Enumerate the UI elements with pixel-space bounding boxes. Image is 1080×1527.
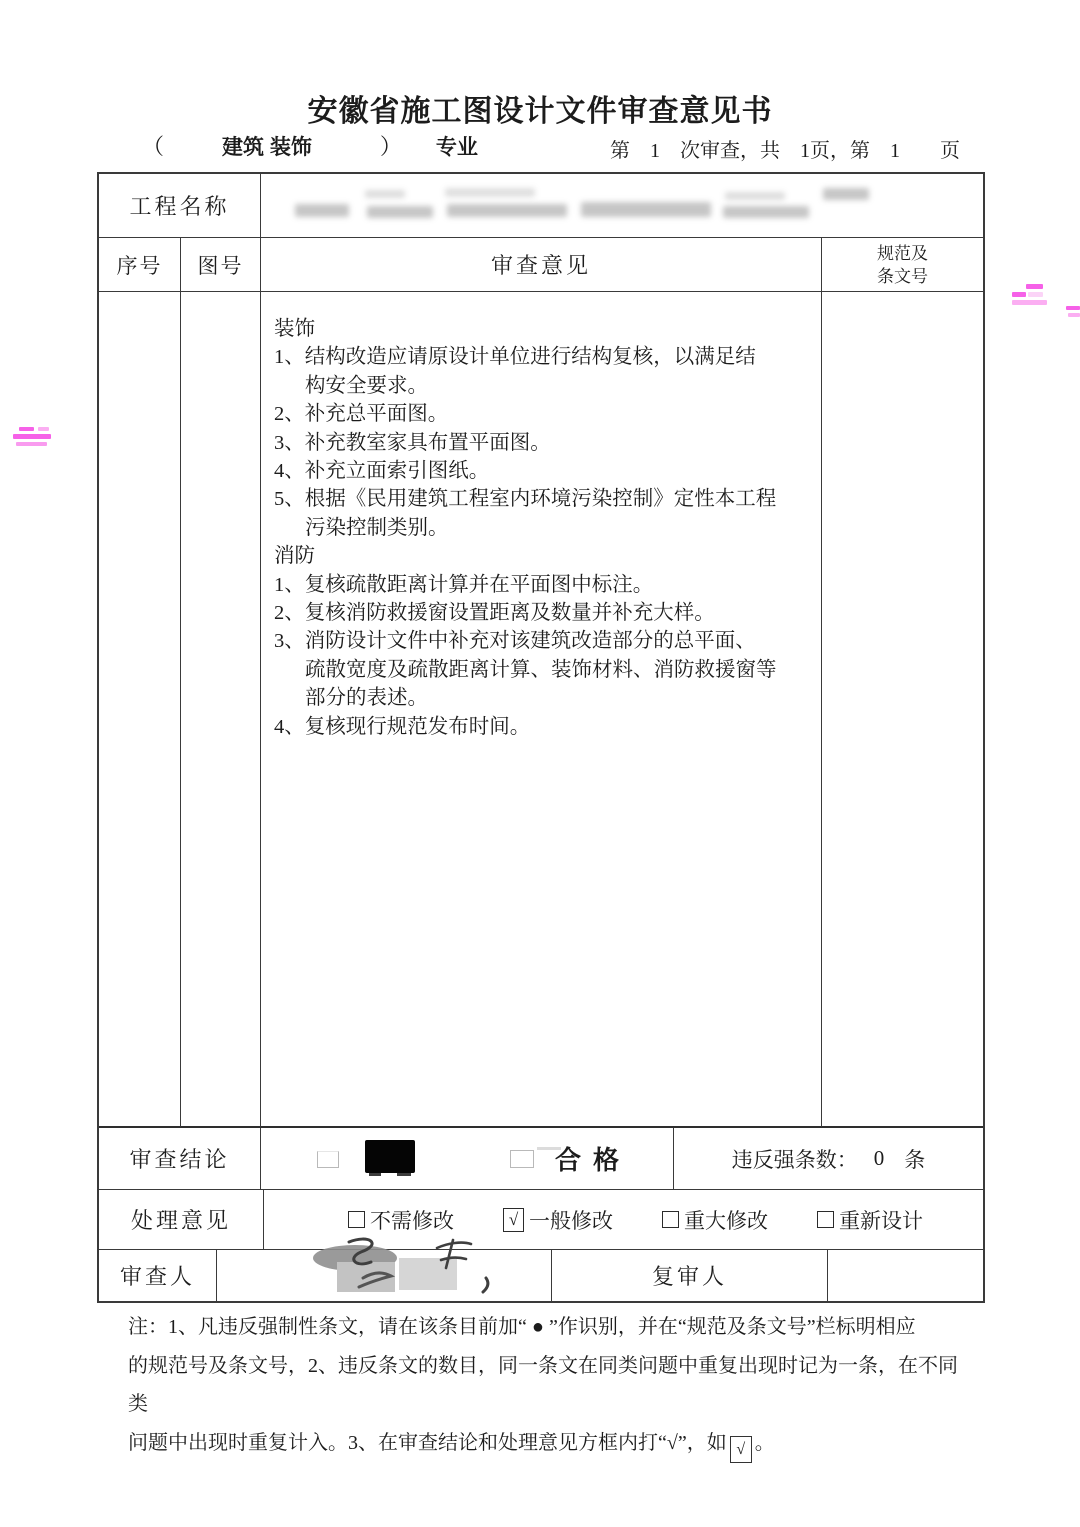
- opinion-line: 1、结构改造应请原设计单位进行结构复核，以满足结: [274, 346, 756, 369]
- handling-option-label: 重大修改: [684, 1208, 768, 1233]
- handling-option-label: 重新设计: [839, 1208, 923, 1233]
- handling-option: [348, 1205, 454, 1235]
- opinion-line: 4、复核现行规范发布时间。: [274, 715, 531, 738]
- opinion-line: 污染控制类别。: [305, 516, 449, 539]
- conclusion-options-cell: [261, 1128, 674, 1190]
- col-header-drawing-no: 图号: [181, 238, 261, 292]
- checkbox-icon: [510, 1150, 534, 1168]
- checkbox-icon: [662, 1211, 679, 1228]
- paren-close: ）: [379, 134, 402, 159]
- col-header-serial: 序号: [99, 238, 181, 292]
- redaction-mark: [397, 1173, 411, 1176]
- violation-label: 违反强条数：: [731, 1147, 858, 1172]
- violation-count-cell: [674, 1128, 983, 1190]
- note-line-3: 问题中出现时重复计入。3、在审查结论和处理意见方框内打“√”，如 √ 。: [128, 1424, 968, 1463]
- pass-option-label: 合格: [555, 1145, 632, 1175]
- opinion-line: 3、补充教室家具布置平面图。: [274, 431, 551, 454]
- opinion-column-body: [261, 292, 822, 1128]
- boxed-checkmark-icon: √: [730, 1436, 752, 1463]
- opinion-line: 部分的表述。: [305, 687, 428, 710]
- opinion-line: 消防: [274, 545, 315, 568]
- specialty-label: 专业: [435, 136, 478, 159]
- project-name-cell: [261, 174, 983, 238]
- opinion-line: 构安全要求。: [305, 374, 428, 397]
- opinion-line: 1、复核疏散距离计算并在平面图中标注。: [274, 573, 654, 596]
- scan-artifact-left: [13, 427, 51, 450]
- violation-unit: 条: [904, 1147, 926, 1172]
- handling-label: 处理意见: [99, 1190, 264, 1250]
- opinion-line: 5、根据《民用建筑工程室内环境污染控制》定性本工程: [274, 488, 777, 511]
- paren-open: （: [142, 134, 165, 159]
- checkbox-icon: √: [503, 1208, 524, 1232]
- scan-artifact-right-upper: [1012, 284, 1052, 309]
- reviewer-signature-cell: [217, 1250, 552, 1301]
- opinion-line: 3、消防设计文件中补充对该建筑改造部分的总平面、: [274, 630, 756, 653]
- handling-option-label: 不需修改: [370, 1208, 454, 1233]
- checkbox-icon: [348, 1211, 365, 1228]
- specialty-line: [142, 130, 478, 161]
- note-line-2: 的规范号及条文号，2、违反条文的数目，同一条文在同类问题中重复出现时记为一条，在不同类: [128, 1354, 958, 1415]
- re-reviewer-signature-cell: [828, 1250, 983, 1301]
- checkbox-icon: [817, 1211, 834, 1228]
- col-header-code: 规范及 条文号: [822, 238, 983, 292]
- checkbox-icon: [317, 1151, 339, 1168]
- opinion-line: 2、补充总平面图。: [274, 403, 449, 426]
- scan-artifact-right-edge: [1066, 306, 1080, 322]
- specialty-majors: 建筑 装饰: [222, 136, 312, 159]
- col-header-opinion: 审查意见: [261, 238, 822, 292]
- redaction-mark: [369, 1173, 381, 1176]
- drawing-no-column-body: [181, 292, 261, 1128]
- project-name-label: 工程名称: [99, 174, 261, 238]
- handling-option: [503, 1205, 613, 1235]
- handling-option: [662, 1205, 768, 1235]
- opinion-line: 装饰: [274, 318, 315, 340]
- re-reviewer-label: 复审人: [552, 1250, 828, 1301]
- note-line-1: 注：1、凡违反强制性条文，请在该条目前加“ ● ”作识别，并在“规范及条文号”栏标明相应: [128, 1316, 916, 1338]
- reviewer-label: 审查人: [99, 1250, 217, 1301]
- redaction-blob: [365, 1140, 415, 1173]
- handling-option: [817, 1205, 923, 1235]
- review-opinions: [261, 292, 821, 741]
- conclusion-label: 审查结论: [99, 1128, 261, 1190]
- handwritten-signature: [303, 1232, 533, 1302]
- serial-column-body: [99, 292, 181, 1128]
- opinion-line: 4、补充立面索引图纸。: [274, 460, 490, 483]
- review-count-line: 第 1 次审查，共 1页，第 1 页: [610, 140, 960, 162]
- opinion-line: 疏散宽度及疏散距离计算、装饰材料、消防救援窗等: [305, 658, 777, 681]
- handling-option-label: 一般修改: [529, 1208, 613, 1233]
- footer-notes: [128, 1308, 968, 1463]
- project-name-redacted: [295, 184, 885, 230]
- review-table: [97, 172, 985, 1303]
- code-column-body: [822, 292, 983, 1128]
- document-title: 安徽省施工图设计文件审查意见书: [307, 95, 773, 128]
- violation-count: 0: [873, 1146, 885, 1170]
- opinion-line: 2、复核消防救援窗设置距离及数量并补充大样。: [274, 602, 715, 625]
